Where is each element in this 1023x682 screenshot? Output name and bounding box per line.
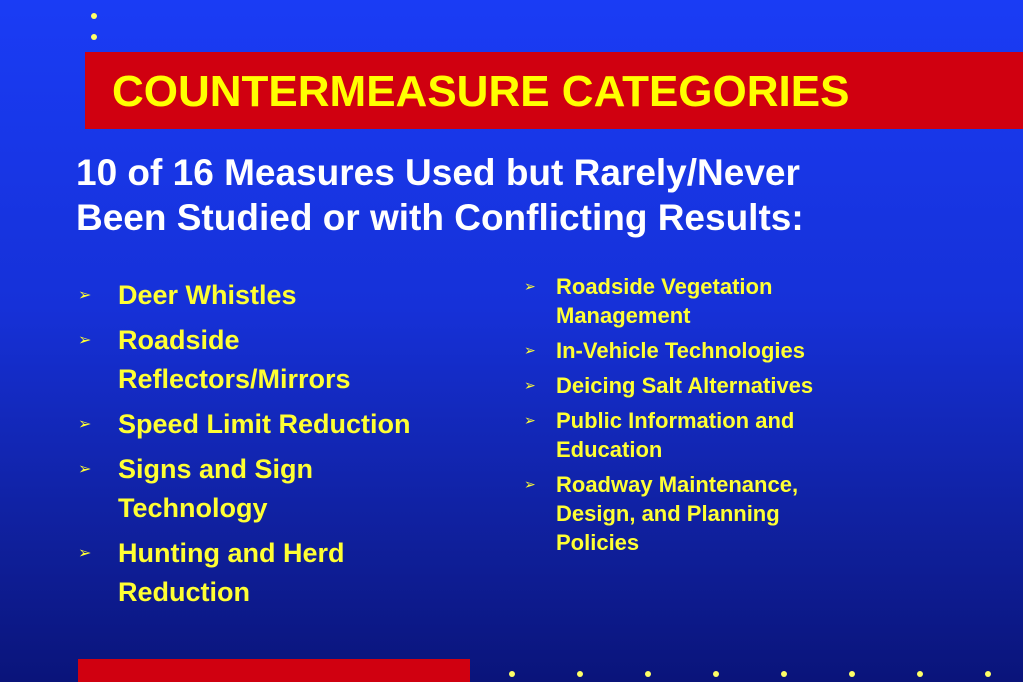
arrow-bullet-icon: ➢ [78, 461, 92, 478]
list-item [522, 336, 902, 365]
list-item [78, 405, 498, 444]
list-item-label: Speed Limit Reduction [118, 409, 411, 439]
arrow-bullet-icon: ➢ [78, 287, 92, 304]
list-item-label: Signs and Sign Technology [118, 454, 314, 523]
left-bullet-list [78, 276, 498, 618]
list-item [78, 321, 351, 399]
decorative-dot [849, 671, 855, 677]
slide-subtitle [76, 150, 976, 240]
arrow-bullet-icon: ➢ [78, 545, 92, 562]
arrow-bullet-icon: ➢ [524, 377, 536, 393]
list-item-label: Deicing Salt Alternatives [556, 373, 814, 398]
arrow-bullet-icon: ➢ [78, 416, 92, 433]
list-item [78, 450, 348, 528]
list-item [522, 406, 856, 464]
decorative-dot [917, 671, 923, 677]
list-item-label: Public Information and Education [556, 408, 795, 462]
decorative-dot [91, 13, 97, 19]
list-item-label: Roadside Reflectors/Mirrors [118, 325, 351, 394]
list-item-label: Roadside Vegetation Management [556, 274, 773, 328]
decorative-dot [713, 671, 719, 677]
decorative-dot [645, 671, 651, 677]
bottom-bar [78, 659, 470, 682]
decorative-dot [577, 671, 583, 677]
arrow-bullet-icon: ➢ [524, 476, 536, 492]
arrow-bullet-icon: ➢ [524, 342, 536, 358]
list-item-label: In-Vehicle Technologies [556, 338, 805, 363]
decorative-dot [509, 671, 515, 677]
arrow-bullet-icon: ➢ [78, 332, 92, 349]
slide-title: COUNTERMEASURE CATEGORIES [112, 67, 850, 116]
arrow-bullet-icon: ➢ [524, 278, 536, 294]
list-item [522, 470, 856, 557]
arrow-bullet-icon: ➢ [524, 412, 536, 428]
decorative-dot [781, 671, 787, 677]
right-bullet-list [522, 272, 902, 563]
decorative-dot [91, 34, 97, 40]
list-item-label: Hunting and Herd Reduction [118, 538, 345, 607]
list-item [522, 272, 826, 330]
list-item [522, 371, 902, 400]
subtitle-line-2: Been Studied or with Conflicting Results: [76, 197, 804, 239]
list-item-label: Roadway Maintenance, Design, and Planning Policies [556, 472, 799, 555]
list-item [78, 276, 498, 315]
list-item [78, 534, 348, 612]
subtitle-line-1: 10 of 16 Measures Used but Rarely/Never [76, 152, 800, 193]
decorative-dot [985, 671, 991, 677]
list-item-label: Deer Whistles [118, 280, 297, 310]
